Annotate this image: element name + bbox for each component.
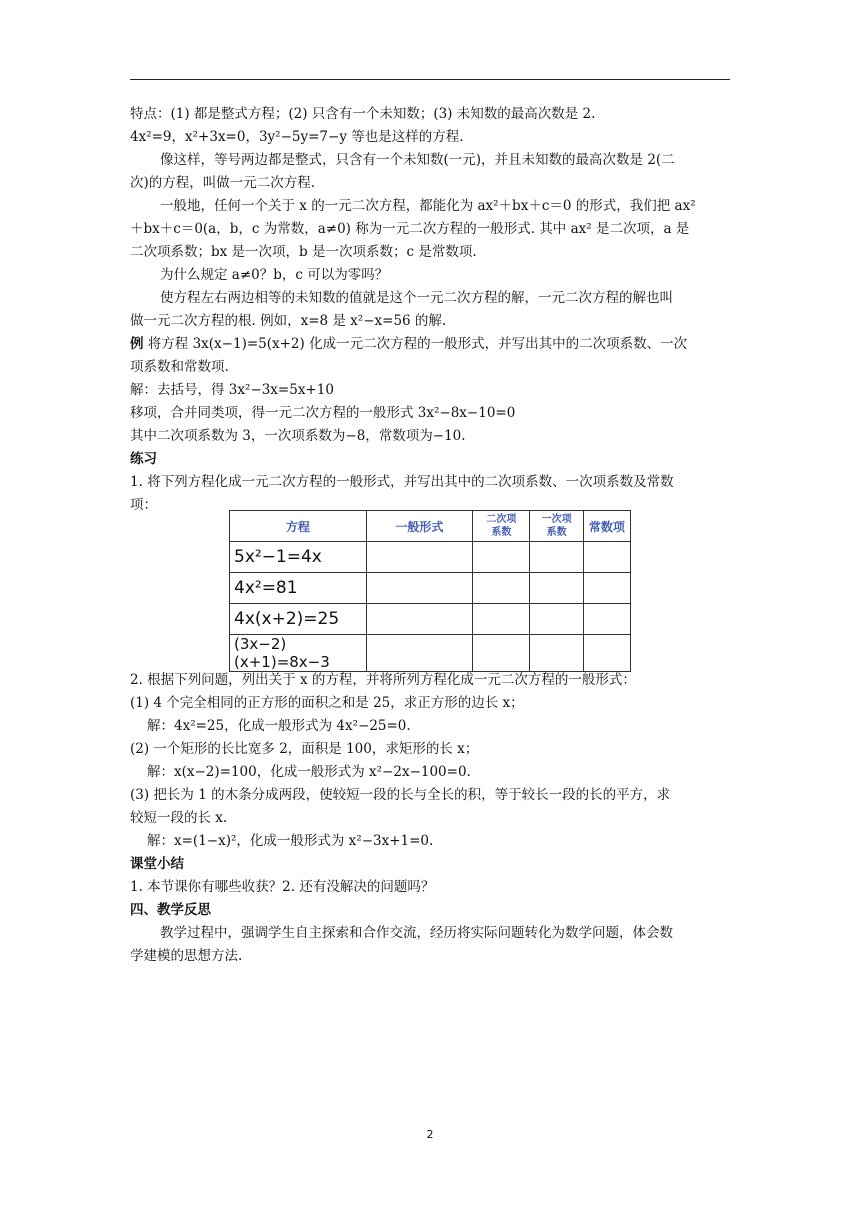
- practice-heading: 练习: [130, 451, 157, 467]
- text-line: (2) 一个矩形的长比宽多 2，面积是 100，求矩形的长 x；: [130, 741, 479, 757]
- example-text: 将方程 3x(x−1)=5(x+2) 化成一元二次方程的一般形式，并写出其中的二次项系数、一次: [143, 336, 688, 352]
- text-line: 1. 本节课你有哪些收获？2. 还有没解决的问题吗？: [130, 879, 435, 895]
- text-line: 项系数和常数项.: [130, 359, 229, 375]
- text-line: 其中二次项系数为 3，一次项系数为−8，常数项为−10.: [130, 428, 466, 444]
- table-header: [473, 511, 530, 542]
- answer-cell[interactable]: [473, 542, 530, 573]
- text-line: 项：: [130, 497, 157, 513]
- answer-cell[interactable]: [473, 604, 530, 635]
- answer-cell[interactable]: [530, 573, 583, 604]
- page-number: 2: [426, 1128, 434, 1141]
- answer-cell[interactable]: [530, 635, 583, 672]
- text-line: 次)的方程，叫做一元二次方程.: [130, 175, 316, 191]
- table-row: [230, 604, 631, 635]
- text-line: 特点：(1) 都是整式方程；(2) 只含有一个未知数；(3) 未知数的最高次数是 2.: [130, 106, 596, 122]
- text-line: 解：去括号，得 3x²−3x=5x+10: [130, 382, 334, 398]
- answer-cell[interactable]: [583, 542, 630, 573]
- text-line: 1. 将下列方程化成一元二次方程的一般形式，并写出其中的二次项系数、一次项系数及常数: [130, 474, 674, 490]
- answer-cell[interactable]: [530, 604, 583, 635]
- text-line: 解：x(x−2)=100，化成一般形式为 x²−2x−100=0.: [147, 764, 471, 780]
- answer-cell[interactable]: [366, 604, 473, 635]
- text-line: 使方程左右两边相等的未知数的值就是这个一元二次方程的解，一元二次方程的解也叫: [160, 290, 673, 306]
- answer-cell[interactable]: [583, 635, 630, 672]
- text-line: 较短一段的长 x.: [130, 810, 228, 826]
- text-line: (1) 4 个完全相同的正方形的面积之和是 25，求正方形的边长 x；: [130, 695, 524, 711]
- text-line: 解：4x²=25，化成一般形式为 4x²−25=0.: [147, 718, 411, 734]
- text-line: ＋bx＋c＝0(a，b，c 为常数，a≠0) 称为一元二次方程的一般形式. 其中 ax² 是二次项，a 是: [130, 221, 690, 237]
- example-line: [130, 334, 734, 354]
- text-line: 做一元二次方程的根. 例如，x=8 是 x²−x=56 的解.: [130, 313, 447, 329]
- text-line: 为什么规定 a≠0？b，c 可以为零吗？: [160, 267, 389, 283]
- header-rule: [130, 79, 730, 80]
- table-header-row: [230, 511, 631, 542]
- equation-cell: (3x−2)(x+1)=8x−3: [230, 635, 367, 672]
- text-line: 移项，合并同类项，得一元二次方程的一般形式 3x²−8x−10=0: [130, 405, 516, 421]
- answer-cell[interactable]: [583, 604, 630, 635]
- answer-cell[interactable]: [583, 573, 630, 604]
- header-text: 一次项系数: [541, 514, 572, 538]
- text-line: (3) 把长为 1 的木条分成两段，使较短一段的长与全长的积，等于较长一段的长的平方，求: [130, 787, 671, 803]
- text-line: 解：x=(1−x)²，化成一般形式为 x²−3x+1=0.: [147, 833, 434, 849]
- answer-cell[interactable]: [366, 542, 473, 573]
- text-line: 像这样，等号两边都是整式，只含有一个未知数(一元)，并且未知数的最高次数是 2(二: [160, 152, 675, 168]
- table-header: 常数项: [583, 511, 630, 542]
- answer-cell[interactable]: [530, 542, 583, 573]
- answer-cell[interactable]: [473, 635, 530, 672]
- text-line: 二次项系数；bx 是一次项，b 是一次项系数；c 是常数项.: [130, 244, 477, 260]
- table-row: [230, 573, 631, 604]
- table-header: [530, 511, 583, 542]
- table-header: 一般形式: [366, 511, 473, 542]
- answer-cell[interactable]: [366, 635, 473, 672]
- exercise-table: [229, 510, 631, 672]
- text-line: 4x²=9，x²+3x=0，3y²−5y=7−y 等也是这样的方程.: [130, 129, 464, 145]
- table-row: [230, 635, 631, 672]
- reflection-heading: 四、教学反思: [130, 902, 211, 918]
- summary-heading: 课堂小结: [130, 856, 184, 872]
- equation-cell: 4x²=81: [230, 573, 367, 604]
- equation-cell: 4x(x+2)=25: [230, 604, 367, 635]
- answer-cell[interactable]: [366, 573, 473, 604]
- table-header: 方程: [230, 511, 367, 542]
- text-line: 教学过程中，强调学生自主探索和合作交流，经历将实际问题转化为数学问题，体会数: [160, 925, 673, 941]
- text-line: 2. 根据下列问题，列出关于 x 的方程，并将所列方程化成一元二次方程的一般形式：: [130, 672, 636, 688]
- text-line: 一般地，任何一个关于 x 的一元二次方程，都能化为 ax²＋bx＋c＝0 的形式，我们把 ax²: [160, 198, 696, 214]
- equation-cell: 5x²−1=4x: [230, 542, 367, 573]
- example-label: 例: [130, 336, 144, 352]
- answer-cell[interactable]: [473, 573, 530, 604]
- table-row: [230, 542, 631, 573]
- header-text: 二次项系数: [486, 514, 517, 538]
- text-line: 学建模的思想方法.: [130, 948, 243, 964]
